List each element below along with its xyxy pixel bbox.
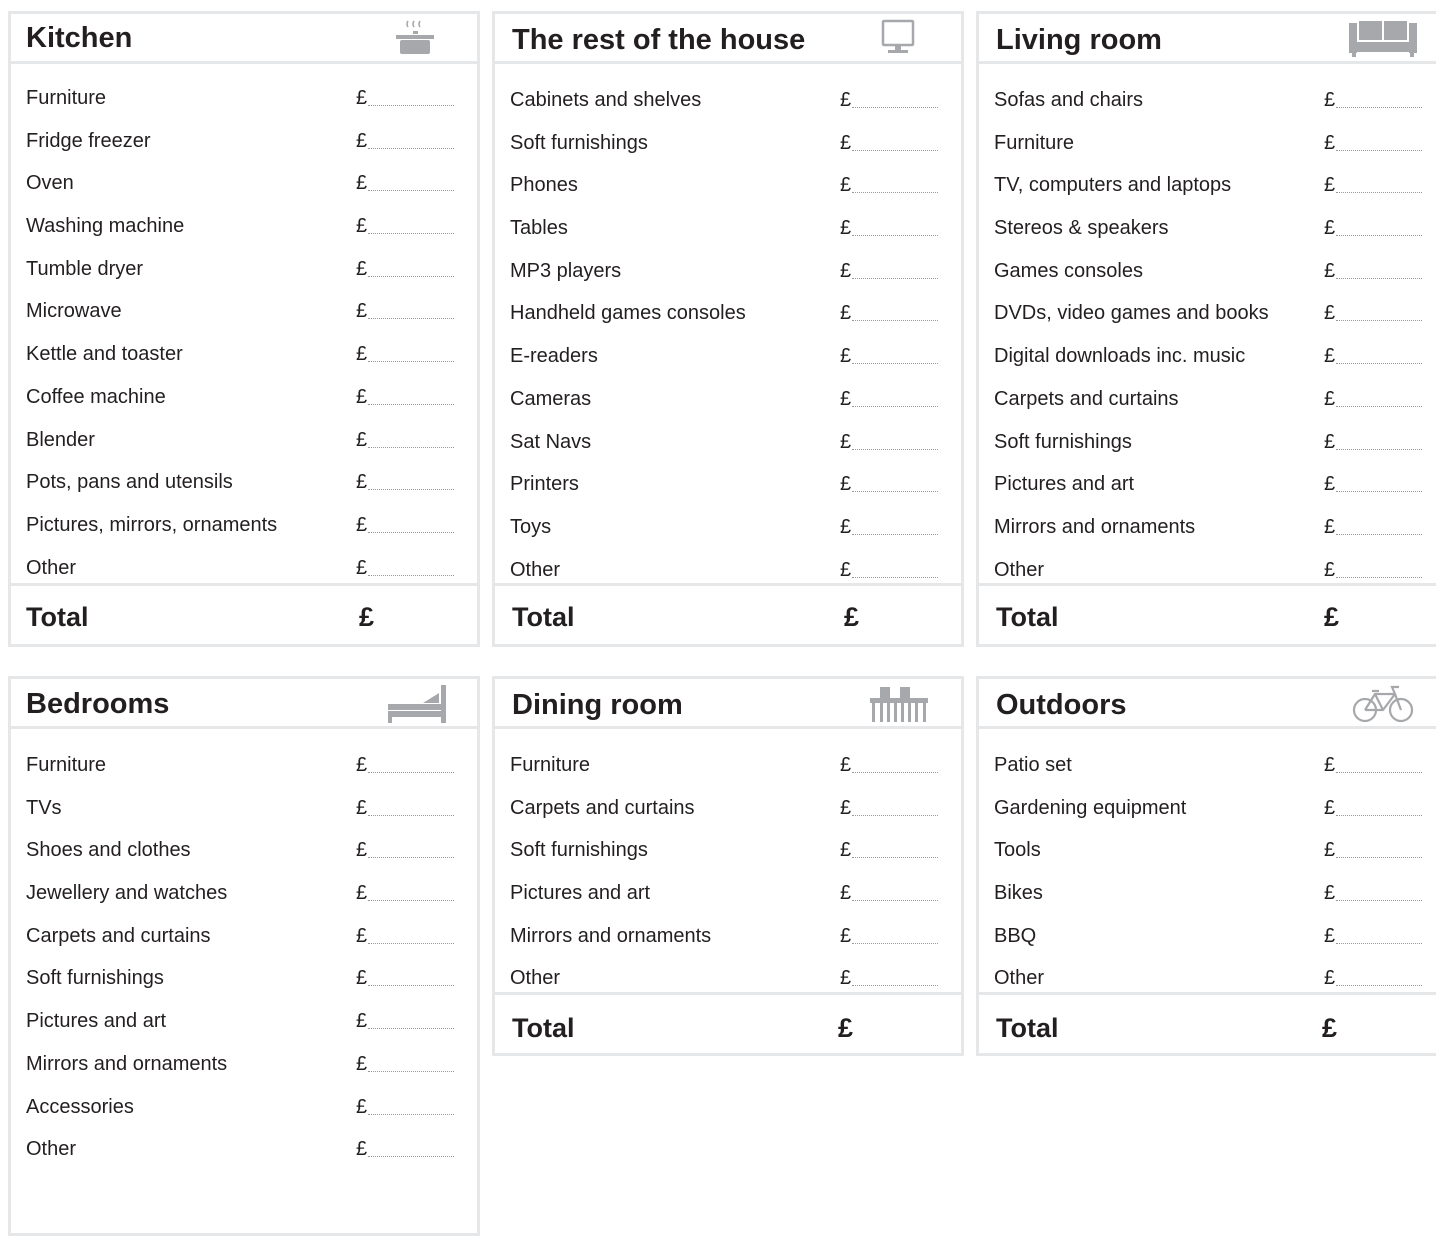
total-label: Total (26, 602, 89, 632)
dotted-fill-line (1336, 107, 1422, 108)
currency-symbol: £ (356, 796, 368, 819)
item-label: Pictures, mirrors, ornaments (26, 513, 278, 536)
panel-title: Living room (996, 24, 1162, 56)
dotted-fill-line (852, 577, 938, 578)
dotted-fill-line (1336, 534, 1422, 535)
dotted-fill-line (1336, 235, 1422, 236)
currency-symbol: £ (840, 174, 852, 197)
item-label: Games consoles (994, 259, 1143, 282)
item-label: Carpets and curtains (26, 924, 211, 947)
item-label: Furniture (26, 754, 107, 776)
list-item (11, 211, 477, 254)
list-item (11, 168, 477, 211)
item-label: Kettle and toaster (26, 343, 183, 366)
dotted-fill-line (852, 150, 938, 151)
dotted-fill-line (852, 491, 938, 492)
list-item (11, 126, 477, 169)
dotted-fill-line (368, 815, 454, 816)
currency-symbol: £ (356, 471, 368, 494)
list-item (979, 298, 1436, 341)
item-label: TV, computers and laptops (994, 174, 1232, 197)
list-item (11, 296, 477, 339)
dotted-fill-line (852, 107, 938, 108)
currency-symbol: £ (356, 967, 368, 990)
outdoors-panel (976, 676, 1436, 1056)
currency-symbol: £ (1324, 473, 1336, 496)
currency-symbol: £ (840, 131, 852, 154)
dotted-fill-line (368, 1028, 454, 1029)
currency-symbol: £ (840, 89, 852, 111)
currency-symbol: £ (1324, 217, 1336, 240)
item-label: Handheld games consoles (510, 302, 746, 325)
list-item (11, 254, 477, 297)
currency-symbol: £ (356, 215, 368, 238)
total-label: Total (512, 602, 575, 632)
currency-symbol: £ (840, 924, 852, 947)
currency-symbol: £ (840, 259, 852, 282)
list-item (11, 425, 477, 468)
list-item (495, 384, 961, 427)
panel-header (11, 14, 477, 64)
list-item (11, 467, 477, 510)
currency-symbol: £ (1324, 89, 1336, 111)
currency-symbol: £ (1324, 174, 1336, 197)
list-item (11, 83, 477, 126)
currency-symbol: £ (1324, 924, 1336, 947)
total-currency-symbol: £ (838, 1013, 854, 1043)
dotted-fill-line (368, 857, 454, 858)
item-label: Tools (994, 839, 1041, 862)
currency-symbol: £ (356, 428, 368, 451)
dotted-fill-line (368, 489, 454, 490)
living-room-panel (976, 11, 1436, 647)
dotted-fill-line (368, 1071, 454, 1072)
list-item (979, 384, 1436, 427)
list-item (11, 1049, 477, 1092)
currency-symbol: £ (356, 882, 368, 905)
dotted-fill-line (1336, 406, 1422, 407)
item-label: Microwave (26, 300, 122, 323)
list-item (11, 1134, 477, 1177)
currency-symbol: £ (840, 473, 852, 496)
list-item (11, 793, 477, 836)
list-item (11, 835, 477, 878)
list-item (495, 427, 961, 470)
list-item (979, 878, 1436, 921)
dotted-fill-line (852, 406, 938, 407)
currency-symbol: £ (840, 430, 852, 453)
currency-symbol: £ (840, 796, 852, 819)
dotted-fill-line (1336, 150, 1422, 151)
list-item (11, 510, 477, 553)
item-label: Bikes (994, 882, 1043, 905)
currency-symbol: £ (356, 172, 368, 195)
dotted-fill-line (368, 900, 454, 901)
item-label: Other (26, 1138, 77, 1161)
list-item (979, 512, 1436, 555)
item-label: MP3 players (510, 259, 622, 282)
list-item (979, 256, 1436, 299)
dotted-fill-line (368, 985, 454, 986)
dotted-fill-line (852, 278, 938, 279)
list-item (495, 512, 961, 555)
item-label: Other (26, 556, 77, 579)
dotted-fill-line (1336, 900, 1422, 901)
total-currency-symbol: £ (359, 602, 375, 632)
item-label: Patio set (994, 754, 1072, 776)
item-label: Stereos & speakers (994, 217, 1169, 240)
item-label: Fridge freezer (26, 129, 151, 152)
currency-symbol: £ (1324, 259, 1336, 282)
item-label: Jewellery and watches (26, 882, 228, 905)
list-item (495, 85, 961, 128)
panel-header (495, 679, 961, 729)
total-currency-symbol: £ (844, 602, 860, 632)
item-label: Tumble dryer (26, 257, 144, 280)
list-item (979, 170, 1436, 213)
currency-symbol: £ (356, 129, 368, 152)
dotted-fill-line (852, 857, 938, 858)
item-label: Toys (510, 515, 552, 538)
currency-symbol: £ (1324, 796, 1336, 819)
currency-symbol: £ (1324, 430, 1336, 453)
list-item (11, 1006, 477, 1049)
currency-symbol: £ (840, 967, 852, 990)
dotted-fill-line (368, 361, 454, 362)
item-label: Printers (510, 473, 579, 496)
list-item (11, 382, 477, 425)
total-row (495, 992, 961, 1053)
panel-header (979, 679, 1436, 729)
panel-header (495, 14, 961, 64)
kitchen-panel (8, 11, 480, 647)
dotted-fill-line (368, 1114, 454, 1115)
dotted-fill-line (852, 363, 938, 364)
list-item (11, 963, 477, 1006)
currency-symbol: £ (840, 345, 852, 368)
list-item (979, 213, 1436, 256)
dotted-fill-line (1336, 577, 1422, 578)
currency-symbol: £ (1324, 345, 1336, 368)
currency-symbol: £ (356, 754, 368, 776)
list-item (979, 85, 1436, 128)
list-item (11, 878, 477, 921)
panel-header (11, 679, 477, 729)
currency-symbol: £ (356, 513, 368, 536)
list-item (11, 921, 477, 964)
total-row (495, 583, 961, 644)
panel-title: Kitchen (26, 22, 133, 54)
dotted-fill-line (1336, 985, 1422, 986)
dotted-fill-line (852, 772, 938, 773)
dotted-fill-line (1336, 363, 1422, 364)
item-label: TVs (26, 796, 62, 819)
total-label: Total (512, 1013, 575, 1043)
dotted-fill-line (368, 943, 454, 944)
currency-symbol: £ (356, 556, 368, 579)
dotted-fill-line (852, 449, 938, 450)
currency-symbol: £ (1324, 515, 1336, 538)
currency-symbol: £ (840, 558, 852, 581)
currency-symbol: £ (840, 302, 852, 325)
total-currency-symbol: £ (1324, 602, 1340, 632)
dotted-fill-line (368, 233, 454, 234)
item-label: Carpets and curtains (994, 387, 1179, 410)
item-label: Shoes and clothes (26, 839, 191, 862)
bed-icon (385, 685, 449, 725)
currency-symbol: £ (840, 882, 852, 905)
currency-symbol: £ (356, 839, 368, 862)
total-label: Total (996, 602, 1059, 632)
bicycle-icon (1351, 684, 1417, 724)
item-label: Other (994, 558, 1045, 581)
currency-symbol: £ (840, 217, 852, 240)
dotted-fill-line (368, 148, 454, 149)
item-label: Mirrors and ornaments (510, 924, 712, 947)
item-label: Furniture (26, 87, 107, 109)
currency-symbol: £ (356, 257, 368, 280)
list-item (979, 835, 1436, 878)
dotted-fill-line (1336, 815, 1422, 816)
dotted-fill-line (368, 575, 454, 576)
item-label: Washing machine (26, 215, 185, 238)
currency-symbol: £ (356, 385, 368, 408)
list-item (11, 750, 477, 793)
currency-symbol: £ (356, 1138, 368, 1161)
dotted-fill-line (1336, 857, 1422, 858)
currency-symbol: £ (1324, 839, 1336, 862)
list-item (495, 878, 961, 921)
item-label: Tables (510, 217, 568, 240)
cooking-pot-icon (393, 18, 437, 58)
list-item (979, 921, 1436, 964)
list-item (979, 793, 1436, 836)
item-label: Pots, pans and utensils (26, 471, 233, 494)
item-label: Accessories (26, 1095, 134, 1118)
item-label: Mirrors and ornaments (994, 515, 1196, 538)
dotted-fill-line (852, 900, 938, 901)
item-label: Gardening equipment (994, 796, 1187, 819)
currency-symbol: £ (840, 754, 852, 776)
item-label: Sat Navs (510, 430, 592, 453)
total-row (979, 992, 1436, 1053)
item-label: Other (510, 967, 561, 990)
dotted-fill-line (368, 447, 454, 448)
panel-title: Outdoors (996, 689, 1127, 721)
computer-monitor-icon (879, 18, 919, 58)
currency-symbol: £ (840, 839, 852, 862)
rest-of-house-panel (492, 11, 964, 647)
total-row (979, 583, 1436, 644)
currency-symbol: £ (356, 924, 368, 947)
dotted-fill-line (368, 532, 454, 533)
list-item (495, 921, 961, 964)
dotted-fill-line (1336, 943, 1422, 944)
item-label: Coffee machine (26, 385, 166, 408)
item-label: Phones (510, 174, 578, 197)
dotted-fill-line (852, 235, 938, 236)
item-label: BBQ (994, 924, 1037, 947)
total-label: Total (996, 1013, 1059, 1043)
total-row (11, 583, 477, 644)
list-item (495, 469, 961, 512)
dining-table-icon (870, 685, 930, 725)
currency-symbol: £ (1324, 558, 1336, 581)
list-item (495, 750, 961, 793)
dotted-fill-line (852, 985, 938, 986)
item-label: Pictures and art (26, 1010, 167, 1033)
currency-symbol: £ (1324, 131, 1336, 154)
list-item (495, 128, 961, 171)
dotted-fill-line (368, 404, 454, 405)
list-item (495, 835, 961, 878)
total-currency-symbol: £ (1322, 1013, 1338, 1043)
currency-symbol: £ (840, 387, 852, 410)
dotted-fill-line (852, 192, 938, 193)
currency-symbol: £ (356, 1052, 368, 1075)
dotted-fill-line (368, 105, 454, 106)
currency-symbol: £ (840, 515, 852, 538)
sofa-icon (1349, 21, 1419, 57)
list-item (495, 213, 961, 256)
item-label: Other (994, 967, 1045, 990)
dotted-fill-line (1336, 278, 1422, 279)
list-item (979, 341, 1436, 384)
list-item (979, 469, 1436, 512)
dotted-fill-line (1336, 449, 1422, 450)
list-item (979, 427, 1436, 470)
list-item (11, 1092, 477, 1135)
dotted-fill-line (368, 190, 454, 191)
panel-title: Bedrooms (26, 688, 170, 720)
item-label: Oven (26, 172, 74, 195)
dotted-fill-line (1336, 192, 1422, 193)
item-label: Furniture (510, 754, 591, 776)
dotted-fill-line (852, 320, 938, 321)
dotted-fill-line (1336, 491, 1422, 492)
currency-symbol: £ (356, 87, 368, 109)
item-label: Furniture (994, 131, 1075, 154)
list-item (495, 256, 961, 299)
list-item (495, 793, 961, 836)
item-label: Blender (26, 428, 95, 451)
item-label: Cabinets and shelves (510, 89, 702, 111)
dotted-fill-line (1336, 772, 1422, 773)
bedrooms-panel (8, 676, 480, 1236)
panel-header (979, 14, 1436, 64)
dotted-fill-line (368, 1156, 454, 1157)
item-label: Digital downloads inc. music (994, 345, 1246, 368)
dotted-fill-line (368, 318, 454, 319)
dining-room-panel (492, 676, 964, 1056)
currency-symbol: £ (356, 300, 368, 323)
dotted-fill-line (368, 276, 454, 277)
list-item (979, 750, 1436, 793)
item-label: Pictures and art (994, 473, 1135, 496)
dotted-fill-line (852, 815, 938, 816)
panel-title: Dining room (512, 689, 683, 721)
dotted-fill-line (368, 772, 454, 773)
item-label: Sofas and chairs (994, 89, 1143, 111)
list-item (979, 128, 1436, 171)
currency-symbol: £ (356, 343, 368, 366)
currency-symbol: £ (1324, 754, 1336, 776)
panel-title: The rest of the house (512, 24, 806, 56)
item-label: Soft furnishings (510, 839, 648, 862)
list-item (11, 339, 477, 382)
item-label: Pictures and art (510, 882, 651, 905)
dotted-fill-line (852, 943, 938, 944)
item-label: Soft furnishings (510, 131, 648, 154)
list-item (495, 170, 961, 213)
item-label: DVDs, video games and books (994, 302, 1269, 325)
item-label: Other (510, 558, 561, 581)
item-label: Mirrors and ornaments (26, 1052, 228, 1075)
item-label: Soft furnishings (994, 430, 1132, 453)
list-item (495, 298, 961, 341)
currency-symbol: £ (1324, 387, 1336, 410)
currency-symbol: £ (1324, 302, 1336, 325)
dotted-fill-line (1336, 320, 1422, 321)
item-label: E-readers (510, 345, 598, 368)
item-label: Soft furnishings (26, 967, 164, 990)
item-label: Cameras (510, 387, 592, 410)
currency-symbol: £ (356, 1095, 368, 1118)
currency-symbol: £ (1324, 882, 1336, 905)
currency-symbol: £ (356, 1010, 368, 1033)
currency-symbol: £ (1324, 967, 1336, 990)
list-item (495, 341, 961, 384)
dotted-fill-line (852, 534, 938, 535)
item-label: Carpets and curtains (510, 796, 695, 819)
